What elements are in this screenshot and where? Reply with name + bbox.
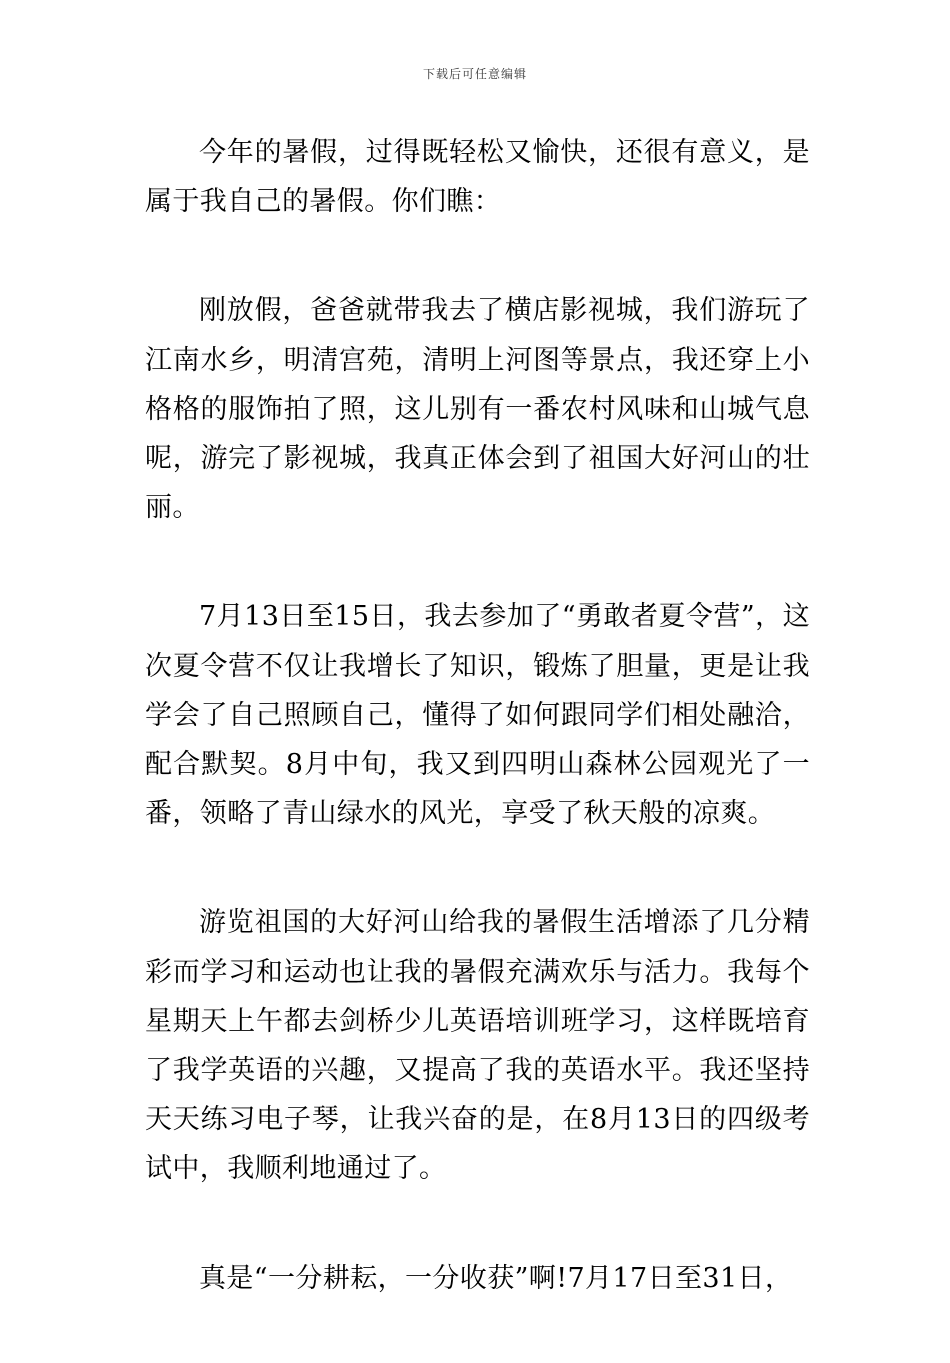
paragraph-3: 7月13日至15日，我去参加了“勇敢者夏令营”，这次夏令营不仅让我增长了知识，锻炼了胆量，更是让我学会了自己照顾自己，懂得了如何跟同学们相处融洽，配合默契。8月中旬，我又到四明山森林公园观光了一番，领略了青山绿水的风光，享受了秋天般的凉爽。 xyxy=(145,601,810,830)
document-body xyxy=(145,128,810,1363)
header-note: 下载后可任意编辑 xyxy=(422,67,527,81)
paragraph-2: 刚放假，爸爸就带我去了横店影视城，我们游玩了江南水乡，明清宫苑，清明上河图等景点，我还穿上小格格的服饰拍了照，这儿别有一番农村风味和山城气息呢，游完了影视城，我真正体会到了祖国大好河山的壮丽。 xyxy=(145,295,810,524)
paragraph-5: 真是“一分耕耘，一分收获”啊!7月17日至31日， xyxy=(199,1262,793,1294)
paragraph-1: 今年的暑假，过得既轻松又愉快，还很有意义，是属于我自己的暑假。你们瞧： xyxy=(145,137,810,218)
paragraph-4: 游览祖国的大好河山给我的暑假生活增添了几分精彩而学习和运动也让我的暑假充满欢乐与活力。我每个星期天上午都去剑桥少儿英语培训班学习，这样既培育了我学英语的兴趣，又提高了我的英语水平。我还坚持天天练习电子琴，让我兴奋的是，在8月13日的四级考试中，我顺利地通过了。 xyxy=(145,907,810,1185)
